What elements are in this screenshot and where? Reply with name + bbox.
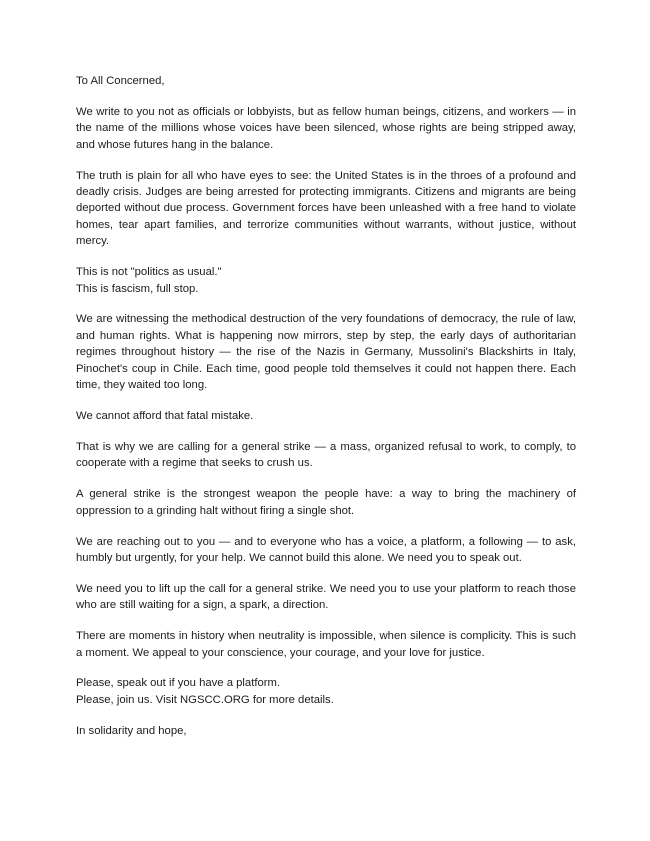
- declaration-line-1: This is not "politics as usual.": [76, 266, 222, 279]
- paragraph-strike-call: That is why we are calling for a general strike — a mass, organized refusal to work, to comply, to cooperate with a regime that seeks to crush us.: [76, 440, 576, 470]
- paragraph-mistake: We cannot afford that fatal mistake.: [76, 410, 254, 422]
- appeal: [76, 675, 576, 708]
- appeal-line-1: Please, speak out if you have a platform.: [76, 677, 281, 690]
- paragraph-lift-call: We need you to lift up the call for a general strike. We need you to use your platform to reach those who are still waiting for a sign, a spark, a direction.: [76, 582, 576, 612]
- paragraph-reaching-out: We are reaching out to you — and to everyone who has a voice, a platform, a following — to ask, humbly but urgently, for your help. We cannot build this alone. We need you to speak out.: [76, 535, 576, 564]
- declaration: [76, 264, 576, 297]
- declaration-line-2: This is fascism, full stop.: [76, 282, 199, 295]
- paragraph-crisis: The truth is plain for all who have eyes to see: the United States is in the throes of a profound and deadly crisis. Judges are being arrested for protecting immigrants. Citizens and migrants are being deported without due process. Government forces have been unleashed with a free hand to violate homes, tear apart families, and terrorize communities without warrants, without justice, without mercy.: [76, 169, 576, 248]
- paragraph-strike-weapon: A general strike is the strongest weapon the people have: a way to bring the machinery of oppression to a grinding halt without firing a single shot.: [76, 488, 576, 517]
- paragraph-moment: There are moments in history when neutrality is impossible, when silence is complicity. This is such a moment. We appeal to your conscience, your courage, and your love for justice.: [76, 630, 576, 659]
- closing: In solidarity and hope,: [76, 724, 187, 737]
- letter-body: [76, 73, 576, 754]
- salutation: To All Concerned,: [76, 75, 165, 87]
- paragraph-intro: We write to you not as officials or lobbyists, but as fellow human beings, citizens, and workers — in the name of the millions whose voices have been silenced, whose rights are being stripped away, and whose futures hang in the balance.: [76, 105, 576, 151]
- paragraph-history: We are witnessing the methodical destruction of the very foundations of democracy, the rule of law, and human rights. What is happening now mirrors, step by step, the early days of authoritarian regimes throughout history — the rise of the Nazis in Germany, Mussolini's Blackshirts in Italy, Pinochet's coup in Chile. Each time, good people told themselves it could not happen there. Each time, they waited too long.: [76, 313, 576, 392]
- appeal-line-2: Please, join us. Visit NGSCC.ORG for more details.: [76, 693, 334, 706]
